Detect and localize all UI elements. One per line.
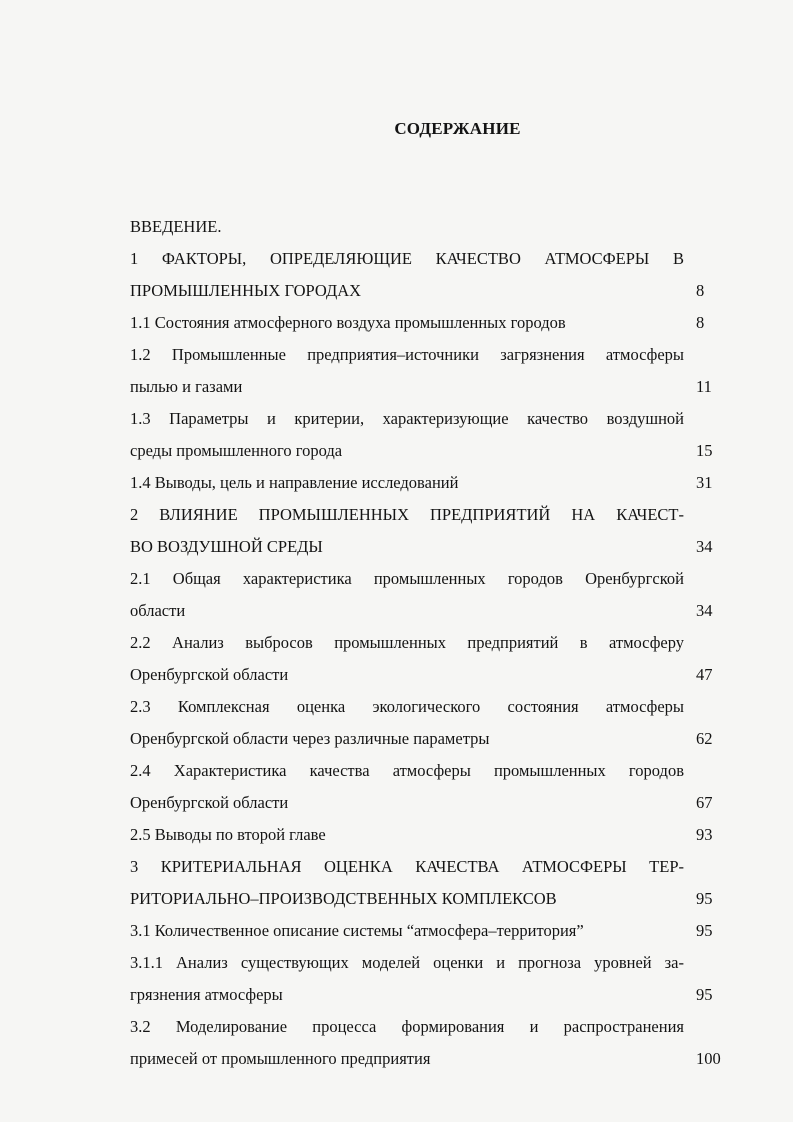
toc-entry-page: 67 <box>696 793 713 812</box>
toc-line <box>130 883 730 915</box>
toc-entry-page: 34 <box>696 601 713 620</box>
toc-line <box>130 819 730 851</box>
toc-entry-page: 93 <box>696 825 713 844</box>
toc-entry-page: 95 <box>696 921 713 940</box>
toc-entry-text: области <box>130 601 186 620</box>
toc-line <box>130 947 730 979</box>
toc-entry-text: ВО ВОЗДУШНОЙ СРЕДЫ <box>130 537 323 556</box>
toc-entry-text: 1.4 Выводы, цель и направление исследований <box>130 473 459 492</box>
toc-entry-text: 1 ФАКТОРЫ, ОПРЕДЕЛЯЮЩИЕ КАЧЕСТВО АТМОСФЕРЫ В <box>130 249 684 268</box>
toc-line <box>130 211 730 243</box>
toc-entry-page: 31 <box>696 473 713 492</box>
toc-line <box>130 787 730 819</box>
toc-line <box>130 723 730 755</box>
toc-entry-text: 3.1 Количественное описание системы “атмосфера–территория” <box>130 921 584 940</box>
toc-line <box>130 1043 730 1075</box>
toc-entry-page: 100 <box>696 1049 721 1068</box>
toc-entry-page: 8 <box>696 313 705 332</box>
toc-entry-page: 34 <box>696 537 713 556</box>
toc-line <box>130 307 730 339</box>
toc-line <box>130 339 730 371</box>
toc-entry-text: Оренбургской области <box>130 793 289 812</box>
toc-entry-text: примесей от промышленного предприятия <box>130 1049 431 1068</box>
toc-entry-text: ПРОМЫШЛЕННЫХ ГОРОДАХ <box>130 281 362 300</box>
toc-entry-text: 1.3 Параметры и критерии, характеризующие качество воздушной <box>130 409 684 428</box>
toc-line <box>130 243 730 275</box>
toc-line <box>130 435 730 467</box>
toc-entry-text: Оренбургской области через различные параметры <box>130 729 490 748</box>
toc-entry-text: 3.1.1 Анализ существующих моделей оценки и прогноза уровней за- <box>130 953 684 972</box>
toc-entry-text: грязнения атмосферы <box>130 985 283 1004</box>
toc-entry-text: 2 ВЛИЯНИЕ ПРОМЫШЛЕННЫХ ПРЕДПРИЯТИЙ НА КАЧЕСТ- <box>130 505 684 524</box>
toc-line <box>130 851 730 883</box>
toc-line <box>130 979 730 1011</box>
toc-entry-page: 62 <box>696 729 713 748</box>
toc-line <box>130 691 730 723</box>
toc-line <box>130 467 730 499</box>
toc-line <box>130 1011 730 1043</box>
toc-line <box>130 499 730 531</box>
toc-entry-page: 95 <box>696 985 713 1004</box>
toc-entry-page: 95 <box>696 889 713 908</box>
table-of-contents <box>130 211 730 1075</box>
toc-entry-page: 8 <box>696 281 705 300</box>
toc-entry-text: ВВЕДЕНИЕ. <box>130 217 222 236</box>
toc-entry-page: 15 <box>696 441 713 460</box>
toc-line <box>130 755 730 787</box>
toc-line <box>130 915 730 947</box>
toc-entry-text: пылью и газами <box>130 377 243 396</box>
toc-entry-text: 3.2 Моделирование процесса формирования и распространения <box>130 1017 684 1036</box>
toc-entry-text: 1.2 Промышленные предприятия–источники загрязнения атмосферы <box>130 345 684 364</box>
toc-line <box>130 563 730 595</box>
toc-entry-text: 3 КРИТЕРИАЛЬНАЯ ОЦЕНКА КАЧЕСТВА АТМОСФЕРЫ ТЕР- <box>130 857 684 876</box>
toc-entry-text: 2.3 Комплексная оценка экологического состояния атмосферы <box>130 697 684 716</box>
toc-line <box>130 627 730 659</box>
toc-line <box>130 659 730 691</box>
toc-entry-text: 2.1 Общая характеристика промышленных городов Оренбургской <box>130 569 684 588</box>
toc-entry-text: РИТОРИАЛЬНО–ПРОИЗВОДСТВЕННЫХ КОМПЛЕКСОВ <box>130 889 557 908</box>
toc-line <box>130 275 730 307</box>
toc-entry-text: среды промышленного города <box>130 441 343 460</box>
toc-entry-text: 2.5 Выводы по второй главе <box>130 825 326 844</box>
toc-line <box>130 595 730 627</box>
toc-line <box>130 403 730 435</box>
toc-entry-page: 47 <box>696 665 713 684</box>
toc-entry-text: 2.2 Анализ выбросов промышленных предприятий в атмосферу <box>130 633 684 652</box>
toc-entry-text: Оренбургской области <box>130 665 289 684</box>
page-title: СОДЕРЖАНИЕ <box>394 119 521 138</box>
toc-entry-page: 11 <box>696 377 712 396</box>
toc-line <box>130 531 730 563</box>
toc-entry-text: 1.1 Состояния атмосферного воздуха промышленных городов <box>130 313 566 332</box>
toc-entry-text: 2.4 Характеристика качества атмосферы промышленных городов <box>130 761 684 780</box>
toc-line <box>130 371 730 403</box>
